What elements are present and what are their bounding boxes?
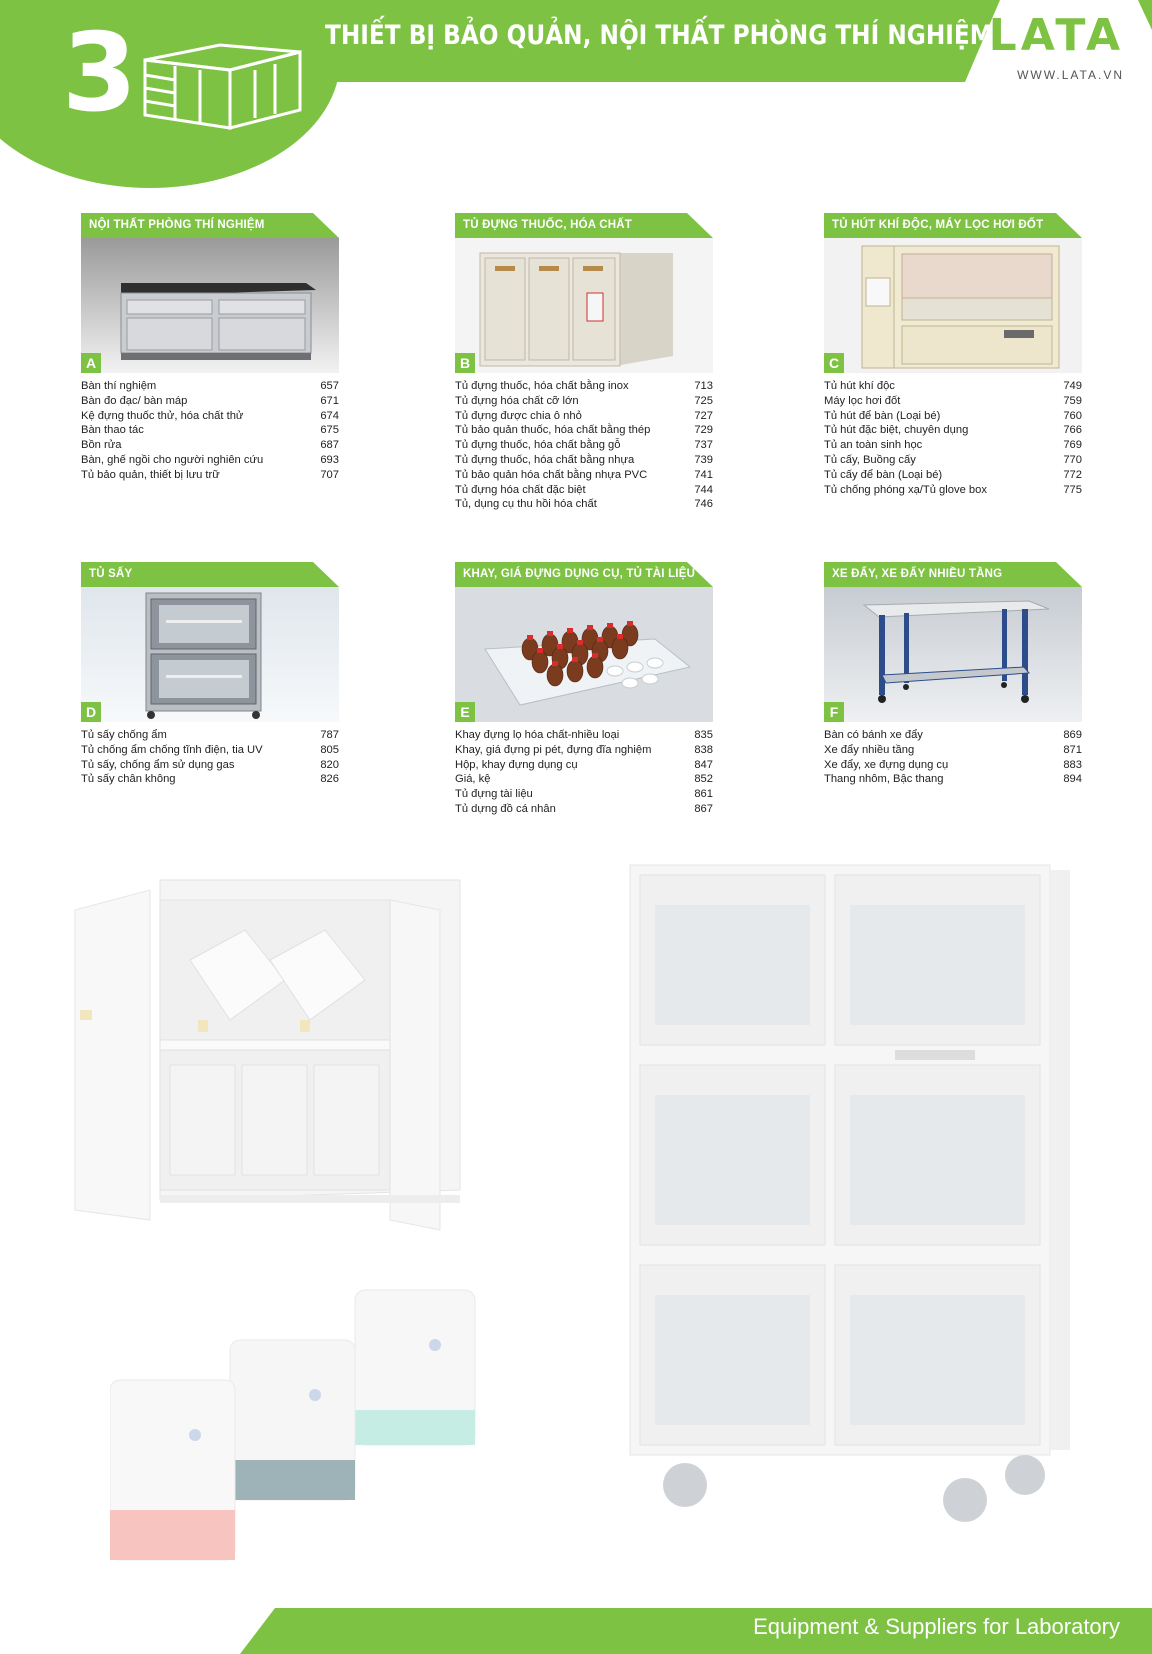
chapter-number: 3 <box>62 11 138 136</box>
lab-bench-image <box>81 238 339 373</box>
list-item[interactable]: Tủ sấy, chống ẩm sử dụng gas 820 <box>81 758 339 771</box>
category-item-list <box>455 379 713 512</box>
list-item[interactable]: Khay, giá đựng pi pét, đựng đĩa nghiệm 838 <box>455 743 713 756</box>
list-item[interactable]: Tủ sấy chân không 826 <box>81 773 339 786</box>
brand-url[interactable]: WWW.LATA.VN <box>1017 68 1124 82</box>
list-item[interactable]: Hộp, khay đựng dụng cụ 847 <box>455 758 713 771</box>
chemical-cabinet-image <box>455 238 713 373</box>
list-item[interactable]: Tủ bảo quản, thiết bị lưu trữ 707 <box>81 468 339 481</box>
list-item[interactable]: Bàn, ghế ngồi cho người nghiên cứu 693 <box>81 453 339 466</box>
list-item[interactable]: Bàn có bánh xe đẩy 869 <box>824 729 1082 741</box>
list-item[interactable]: Thang nhôm, Bậc thang 894 <box>824 773 1082 786</box>
list-item[interactable]: Kệ đựng thuốc thử, hóa chất thử 674 <box>81 409 339 422</box>
category-letter: F <box>824 702 844 722</box>
drying-cabinet-image <box>81 587 339 722</box>
trolley-table-image <box>824 587 1082 722</box>
list-item[interactable]: Tủ cấy để bàn (Loại bé) 772 <box>824 468 1082 481</box>
list-item[interactable]: Tủ đựng tài liệu 861 <box>455 788 713 801</box>
category-title: TỦ SẤY <box>89 568 133 580</box>
faded-drying-cabinet-illustration <box>625 860 1095 1540</box>
list-item[interactable]: Bàn thao tác 675 <box>81 424 339 437</box>
list-item[interactable]: Tủ an toàn sinh học 769 <box>824 439 1082 452</box>
category-item-list <box>824 379 1082 497</box>
list-item[interactable]: Máy lọc hơi đốt 759 <box>824 394 1082 407</box>
category-item-list <box>81 728 339 787</box>
list-item[interactable]: Giá, kệ 852 <box>455 773 713 786</box>
list-item[interactable]: Tủ cấy, Buồng cấy 770 <box>824 453 1082 466</box>
category-item-list <box>824 728 1082 787</box>
list-item[interactable]: Tủ hút khí độc 749 <box>824 380 1082 392</box>
category-item-list <box>455 728 713 817</box>
list-item[interactable]: Tủ dựng đồ cá nhân 867 <box>455 802 713 815</box>
category-title: XE ĐẨY, XE ĐẨY NHIỀU TẦNG <box>832 568 1003 580</box>
list-item[interactable]: Tủ chống phóng xạ/Tủ glove box 775 <box>824 483 1082 496</box>
list-item[interactable]: Khay đựng lọ hóa chất-nhiều loại 835 <box>455 729 713 741</box>
bottle-tray-image <box>455 587 713 722</box>
list-item[interactable]: Tủ, dụng cụ thu hồi hóa chất 746 <box>455 498 713 511</box>
list-item[interactable]: Tủ hút để bàn (Loại bé) 760 <box>824 409 1082 422</box>
list-item[interactable]: Tủ đựng hóa chất đặc biệt 744 <box>455 483 713 496</box>
list-item[interactable]: Bàn thí nghiệm 657 <box>81 380 339 392</box>
list-item[interactable]: Tủ đựng thuốc, hóa chất bằng gỗ 737 <box>455 439 713 452</box>
list-item[interactable]: Tủ đựng thuốc, hóa chất bằng nhựa 739 <box>455 453 713 466</box>
list-item[interactable]: Xe đẩy nhiều tầng 871 <box>824 743 1082 756</box>
list-item[interactable]: Bàn đo đạc/ bàn máp 671 <box>81 394 339 407</box>
category-letter: D <box>81 702 101 722</box>
list-item[interactable]: Tủ đựng thuốc, hóa chất bằng inox 713 <box>455 380 713 392</box>
list-item[interactable]: Xe đẩy, xe đựng dụng cụ 883 <box>824 758 1082 771</box>
faded-chemical-cabinet-illustration <box>70 870 470 1240</box>
list-item[interactable]: Tủ sấy chống ẩm 787 <box>81 729 339 741</box>
list-item[interactable]: Bồn rửa 687 <box>81 439 339 452</box>
list-item[interactable]: Tủ đựng hóa chất cỡ lớn 725 <box>455 394 713 407</box>
category-item-list <box>81 379 339 483</box>
list-item[interactable]: Tủ đựng được chia ô nhỏ 727 <box>455 409 713 422</box>
category-letter: A <box>81 353 101 373</box>
brand-logo[interactable]: LATA <box>988 10 1124 61</box>
fume-hood-image <box>824 238 1082 373</box>
page-title: THIẾT BỊ BẢO QUẢN, NỘI THẤT PHÒNG THÍ NGHIỆM <box>325 20 993 51</box>
category-letter: B <box>455 353 475 373</box>
list-item[interactable]: Tủ bảo quản thuốc, hóa chất bằng thép 729 <box>455 424 713 437</box>
category-title: KHAY, GIÁ ĐỰNG DỤNG CỤ, TỦ TÀI LIỆU <box>463 568 696 580</box>
category-letter: C <box>824 353 844 373</box>
faded-colored-cabinets-illustration <box>110 1285 490 1565</box>
category-title: NỘI THẤT PHÒNG THÍ NGHIỆM <box>89 219 265 231</box>
list-item[interactable]: Tủ bảo quản hóa chất bằng nhựa PVC 741 <box>455 468 713 481</box>
list-item[interactable]: Tủ hút đặc biệt, chuyên dụng 766 <box>824 424 1082 437</box>
category-title: TỦ ĐỰNG THUỐC, HÓA CHẤT <box>463 219 632 231</box>
list-item[interactable]: Tủ chống ẩm chống tĩnh điện, tia UV 805 <box>81 743 339 756</box>
category-title: TỦ HÚT KHÍ ĐỘC, MÁY LỌC HƠI ĐỐT <box>832 219 1044 231</box>
footer-tagline: Equipment & Suppliers for Laboratory <box>753 1614 1120 1639</box>
category-letter: E <box>455 702 475 722</box>
